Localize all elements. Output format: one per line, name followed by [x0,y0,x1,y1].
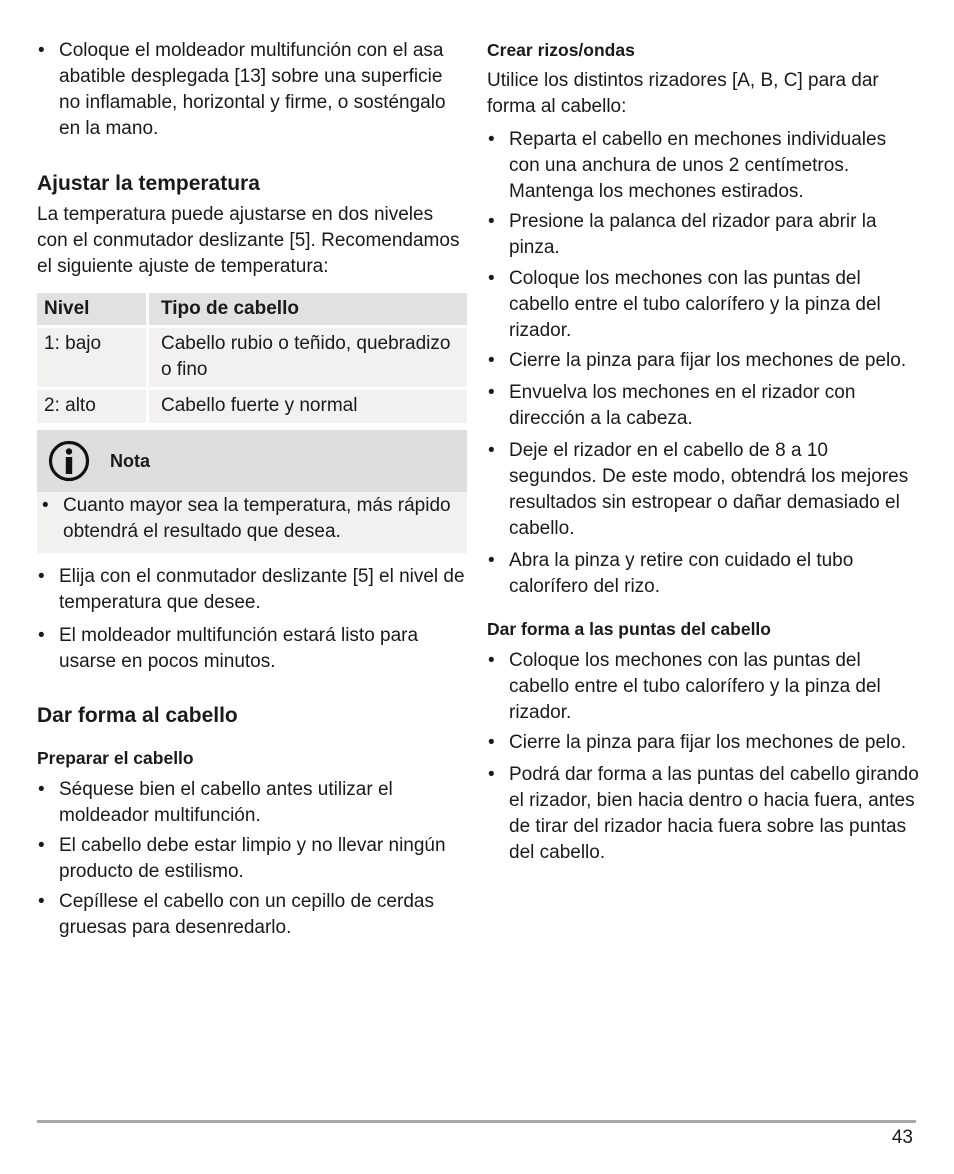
table-header-level: Nivel [37,293,149,325]
subheading-tips: Dar forma a las puntas del cabello [487,619,771,639]
section-heading-temperature: Ajustar la temperatura [37,172,260,195]
table-cell-level: 1: bajo [37,328,149,387]
tips-list [487,648,919,866]
table-header-row [37,293,467,325]
prepare-list [37,777,467,941]
page-number: 43 [891,1127,913,1148]
note-list [41,493,457,545]
temperature-intro: La temperatura puede ajustarse en dos niveles con el conmutador deslizante [5]. Recomendamos el siguiente ajuste de temperatura: [37,204,460,277]
list-item: • Coloque los mechones con las puntas del cabello entre el tubo calorífero y la pinza del rizador. [487,266,919,344]
list-item: • Coloque el moldeador multifunción con el asa abatible desplegada [13] sobre una superficie no inflamable, horizontal y firme, o sosténgalo en la mano. [37,38,467,142]
list-item: • Podrá dar forma a las puntas del cabello girando el rizador, bien hacia dentro o hacia fuera, antes de tirar del rizador hacia fuera sobre las puntas del cabello. [487,762,919,866]
list-item: • Séquese bien el cabello antes utilizar el moldeador multifunción. [37,777,467,829]
table-row [37,390,467,423]
list-item: • Reparta el cabello en mechones individuales con una anchura de unos 2 centímetros. Mantenga los mechones estirados. [487,127,919,205]
right-column [487,0,919,866]
curls-intro: Utilice los distintos rizadores [A, B, C] para dar forma al cabello: [487,70,879,117]
table-cell-level: 2: alto [37,390,149,423]
note-title: Nota [110,451,150,471]
info-icon [48,440,90,482]
note-box [37,430,467,553]
left-column [37,0,467,941]
footer-divider [37,1120,916,1123]
table-cell-hair-type: Cabello rubio o teñido, quebradizo o fino [149,328,467,387]
list-item: • El moldeador multifunción estará listo para usarse en pocos minutos. [37,623,467,675]
subheading-curls: Crear rizos/ondas [487,40,635,60]
curls-list [487,127,919,600]
list-item: • Cierre la pinza para fijar los mechones de pelo. [487,730,919,756]
list-item: • Presione la palanca del rizador para abrir la pinza. [487,209,919,261]
subheading-prepare: Preparar el cabello [37,748,194,768]
list-item: • Cuanto mayor sea la temperatura, más rápido obtendrá el resultado que desea. [41,493,457,545]
list-item: • Elija con el conmutador deslizante [5] el nivel de temperatura que desee. [37,564,467,616]
after-note-list [37,564,467,675]
intro-list [37,38,467,142]
table-cell-hair-type: Cabello fuerte y normal [149,390,467,423]
table-row [37,328,467,387]
list-item: • Abra la pinza y retire con cuidado el tubo calorífero del rizo. [487,548,919,600]
list-item: • Cierre la pinza para fijar los mechones de pelo. [487,348,919,374]
table-header-hair-type: Tipo de cabello [149,293,467,325]
temperature-table [37,290,467,426]
list-item: • Envuelva los mechones en el rizador con dirección a la cabeza. [487,380,919,432]
list-item: • Cepíllese el cabello con un cepillo de cerdas gruesas para desenredarlo. [37,889,467,941]
note-body [37,492,467,553]
list-item: • El cabello debe estar limpio y no llevar ningún producto de estilismo. [37,833,467,885]
section-heading-shape: Dar forma al cabello [37,704,238,727]
list-item: • Coloque los mechones con las puntas del cabello entre el tubo calorífero y la pinza del rizador. [487,648,919,726]
note-header [37,430,467,492]
list-item: • Deje el rizador en el cabello de 8 a 10 segundos. De este modo, obtendrá los mejores resultados sin estropear o dañar demasiado el cabello. [487,438,919,542]
